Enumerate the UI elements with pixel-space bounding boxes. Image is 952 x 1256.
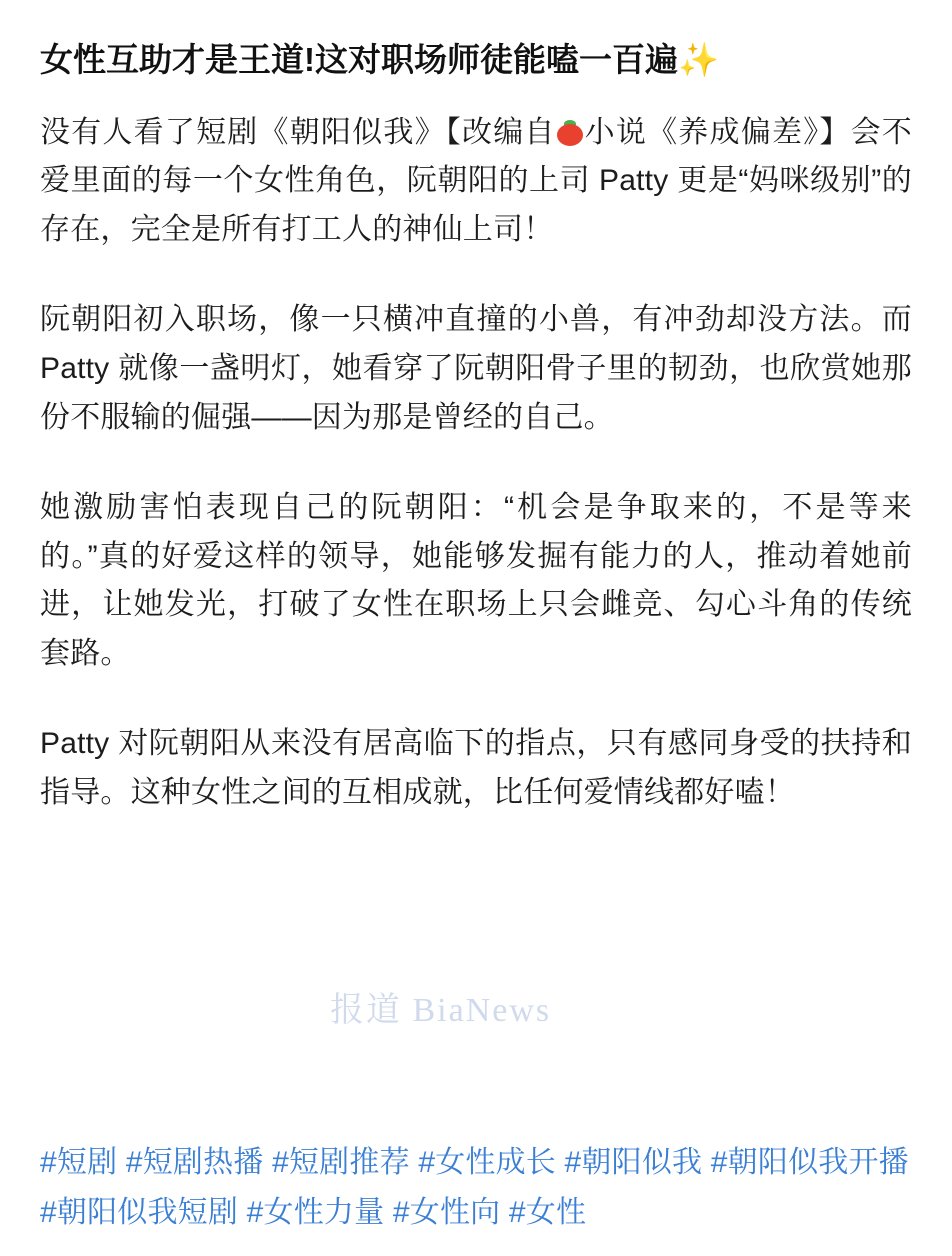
hashtag-item[interactable]: #女性向: [392, 1195, 501, 1229]
article-title-text: 女性互助才是王道!这对职场师徒能嗑一百遍: [40, 41, 678, 78]
hashtag-item[interactable]: #短剧推荐: [272, 1146, 410, 1179]
paragraph-1: [40, 109, 912, 255]
hashtag-list: [40, 1138, 922, 1237]
hashtag-item[interactable]: #短剧热播: [125, 1146, 264, 1179]
hashtag-item[interactable]: #女性成长: [418, 1146, 556, 1179]
hashtag-item[interactable]: #朝阳似我开播: [710, 1146, 909, 1179]
paragraph-2: 阮朝阳初入职场，像一只横冲直撞的小兽，有冲劲却没方法。而 Patty 就像一盏明灯，她看穿了阮朝阳骨子里的韧劲，也欣赏她那份不服输的倔强——因为那是曾经的自己。: [40, 303, 912, 434]
tomato-icon: [556, 119, 584, 147]
paragraph-1-before-icon: 没有人看了短剧《朝阳似我》【改编自: [40, 115, 556, 149]
sparkles-icon: ✨: [678, 41, 720, 78]
paragraph-4: Patty 对阮朝阳从来没有居高临下的指点，只有感同身受的扶持和指导。这种女性之间的互相成就，比任何爱情线都好嗑！: [40, 727, 912, 810]
page-title: [40, 38, 912, 83]
paragraph-1-after-icon: 小说《养成偏差》】会不爱里面的每一个女性角色，阮朝阳的上司 Patty 更是“妈咪级别”的存在，完全是所有打工人的神仙上司！: [40, 115, 912, 246]
hashtag-item[interactable]: #女性力量: [246, 1195, 385, 1229]
hashtag-item[interactable]: #女性: [508, 1195, 587, 1229]
hashtag-item[interactable]: #短剧: [40, 1146, 118, 1179]
watermark: 报道 BiaNews: [330, 992, 552, 1029]
hashtag-item[interactable]: #朝阳似我短剧: [40, 1195, 239, 1229]
hashtag-item[interactable]: #朝阳似我: [564, 1146, 703, 1179]
paragraph-3: 她激励害怕表现自己的阮朝阳：“机会是争取来的，不是等来的。”真的好爱这样的领导，她能够发掘有能力的人，推动着她前进，让她发光，打破了女性在职场上只会雌竞、勾心斗角的传统套路。: [40, 491, 912, 670]
